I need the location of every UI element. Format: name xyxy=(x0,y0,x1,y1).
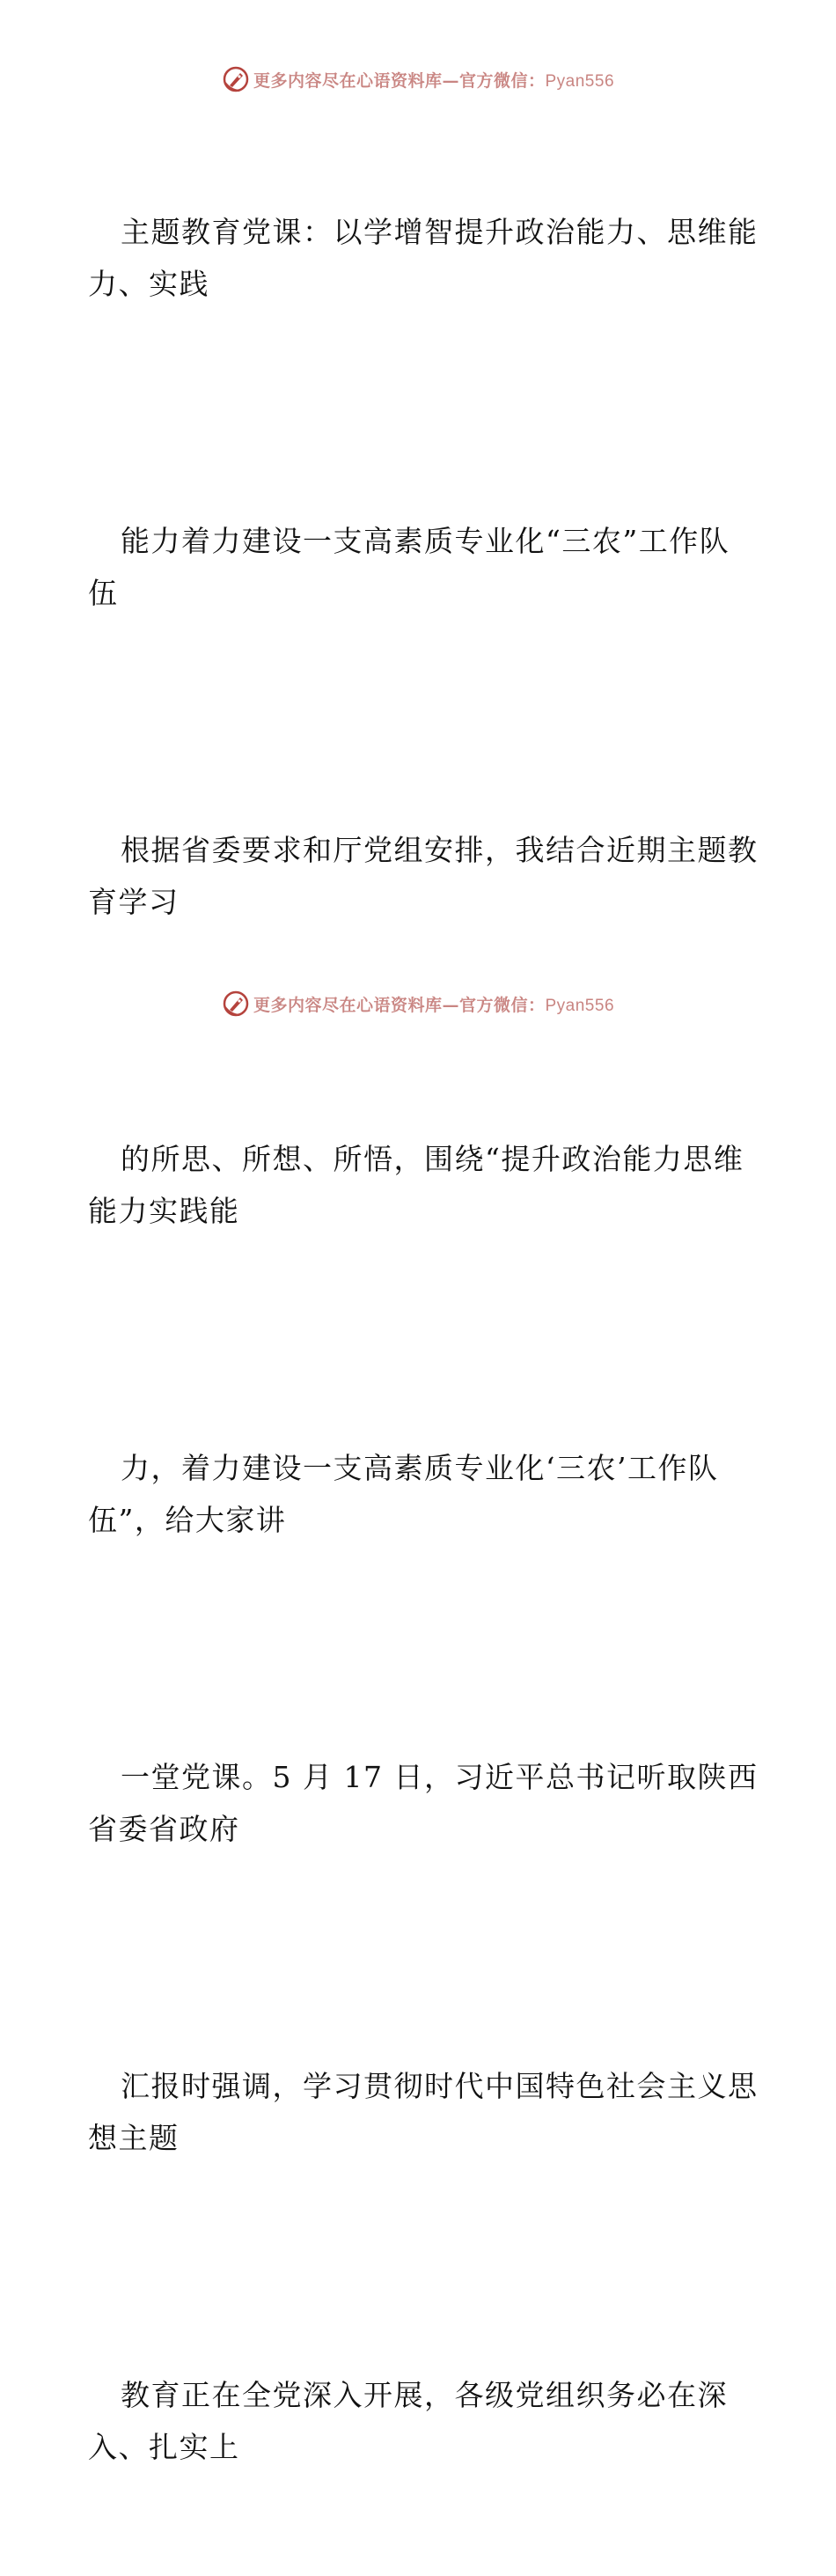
header-watermark xyxy=(0,62,836,97)
paragraph-line: 能力实践能 xyxy=(88,1193,240,1228)
paragraph-line: 一堂党课。5 月 17 日，习近平总书记听取陕西 xyxy=(121,1760,759,1794)
paragraph-line: 根据省委要求和厅党组安排，我结合近期主题教 xyxy=(121,833,759,867)
paragraph-2 xyxy=(88,413,757,722)
paragraph-line: 的所思、所想、所悟，围绕“提升政治能力思维 xyxy=(121,1142,744,1176)
watermark-wechat-id: Pyan556 xyxy=(545,71,615,91)
paragraph-8 xyxy=(88,2267,757,2576)
paragraph-line: 能力着力建设一支高素质专业化“三农”工作队 xyxy=(121,524,730,558)
paragraph-1 xyxy=(88,104,757,413)
watermark-wechat-id: Pyan556 xyxy=(545,996,615,1015)
document-body xyxy=(88,104,757,2576)
paragraph-line: 力，着力建设一支高素质专业化‘三农’工作队 xyxy=(121,1451,719,1485)
paragraph-line: 伍 xyxy=(88,575,119,610)
pen-nib-circle-icon xyxy=(222,65,250,93)
watermark-text-cn: 更多内容尽在心语资料库—官方微信： xyxy=(253,70,546,91)
paragraph-line: 主题教育党课：以学增智提升政治能力、思维能 xyxy=(121,215,759,249)
watermark-text xyxy=(253,992,614,1016)
watermark-text-cn: 更多内容尽在心语资料库—官方微信： xyxy=(253,995,546,1015)
paragraph-line: 入、扎实上 xyxy=(88,2429,240,2464)
paragraph-3 xyxy=(88,722,757,1031)
paragraph-5 xyxy=(88,1340,757,1649)
paragraph-7 xyxy=(88,1958,757,2267)
paragraph-line: 伍”，给大家讲 xyxy=(88,1502,287,1537)
paragraph-line: 想主题 xyxy=(88,2120,180,2155)
watermark-text xyxy=(253,68,614,92)
paragraph-line: 力、实践 xyxy=(88,266,209,301)
pen-nib-circle-icon xyxy=(222,990,250,1018)
paragraph-line: 省委省政府 xyxy=(88,1811,240,1846)
paragraph-4 xyxy=(88,1031,757,1340)
paragraph-line: 育学习 xyxy=(88,884,180,919)
paragraph-line: 教育正在全党深入开展，各级党组织务必在深 xyxy=(121,2378,728,2412)
paragraph-line: 汇报时强调，学习贯彻时代中国特色社会主义思 xyxy=(121,2069,759,2103)
footer-watermark xyxy=(0,986,836,1021)
paragraph-6 xyxy=(88,1649,757,1958)
